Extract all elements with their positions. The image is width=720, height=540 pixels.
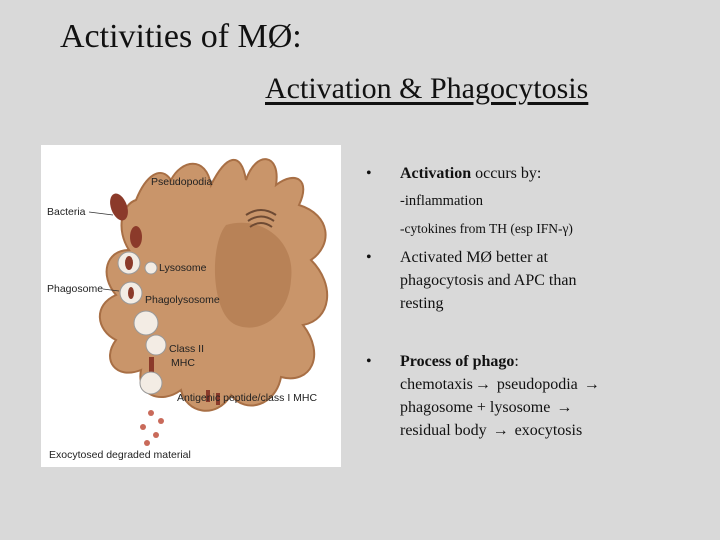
sub-cytokines: -cytokines from TH (esp IFN-γ) bbox=[400, 221, 573, 236]
label-phagosome: Phagosome bbox=[47, 283, 104, 295]
activation-bold: Activation bbox=[400, 165, 472, 182]
arrow-icon: → bbox=[556, 399, 573, 416]
sub-inflammation: -inflammation bbox=[400, 193, 483, 209]
label-class2: Class II bbox=[169, 343, 205, 355]
activation-rest: occurs by: bbox=[471, 165, 542, 182]
bullet-activation bbox=[400, 162, 541, 185]
slide-title: Activities of MØ: bbox=[60, 18, 302, 55]
slide-subtitle: Activation & Phagocytosis bbox=[265, 72, 589, 105]
process-line2: chemotaxis → pseudopodia → bbox=[400, 373, 602, 396]
arrow-icon: → bbox=[492, 422, 509, 439]
bullet-marker: • bbox=[366, 165, 372, 182]
macrophage-figure bbox=[41, 145, 341, 467]
bullet-activated-line3: resting bbox=[400, 295, 444, 312]
bacterium bbox=[130, 226, 142, 248]
bullet-activated-line1: Activated MØ better at bbox=[400, 249, 548, 266]
label-lysosome: Lysosome bbox=[159, 262, 207, 274]
process-line4: residual body → exocytosis bbox=[400, 419, 582, 442]
arrow-icon: → bbox=[583, 376, 600, 393]
label-mhc: MHC bbox=[171, 357, 195, 369]
process-bold: Process of phago bbox=[400, 353, 515, 370]
bullet-activated-line2: phagocytosis and APC than bbox=[400, 272, 577, 289]
arrow-icon: → bbox=[474, 376, 491, 393]
macrophage-diagram bbox=[41, 145, 341, 467]
label-phagolysosome: Phagolysosome bbox=[145, 294, 220, 306]
label-exocytosed: Exocytosed degraded material bbox=[49, 449, 191, 461]
label-pseudopodia: Pseudopodia bbox=[151, 176, 213, 188]
bullet-marker: • bbox=[366, 249, 372, 266]
process-line3: phagosome + lysosome → bbox=[400, 396, 574, 419]
bullet-process: Process of phago: bbox=[400, 353, 519, 370]
label-antigenic: Antigenic peptide/class I MHC bbox=[177, 392, 318, 404]
bullet-marker: • bbox=[366, 353, 372, 370]
label-bacteria: Bacteria bbox=[47, 206, 86, 218]
